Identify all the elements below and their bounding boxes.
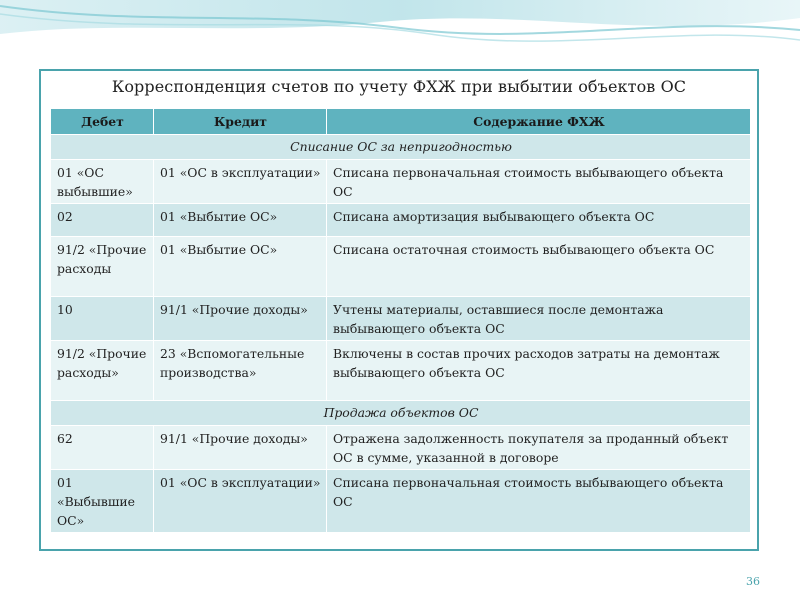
section-row-sale (51, 401, 751, 426)
cell-debit: 91/2 «Прочие расходы» (51, 341, 154, 401)
header-credit: Кредит (154, 109, 327, 135)
cell-debit: 02 (51, 204, 154, 237)
cell-content: Списана первоначальная стоимость выбывающего объекта ОС (327, 160, 751, 204)
table-row (51, 297, 751, 341)
cell-debit: 01 «Выбывшие ОС» (51, 470, 154, 533)
cell-credit: 01 «ОС в эксплуатации» (154, 470, 327, 533)
cell-content: Списана амортизация выбывающего объекта ОС (327, 204, 751, 237)
cell-content: Списана остаточная стоимость выбывающего объекта ОС (327, 237, 751, 297)
table-row (51, 204, 751, 237)
cell-credit: 01 «ОС в эксплуатации» (154, 160, 327, 204)
table-row (51, 426, 751, 470)
cell-content: Включены в состав прочих расходов затраты на демонтаж выбывающего объекта ОС (327, 341, 751, 401)
table-row (51, 470, 751, 533)
table-row (51, 237, 751, 297)
table-row (51, 341, 751, 401)
content-frame (39, 69, 759, 551)
cell-content: Отражена задолженность покупателя за проданный объект ОС в сумме, указанной в договоре (327, 426, 751, 470)
cell-credit: 91/1 «Прочие доходы» (154, 297, 327, 341)
header-content: Содержание ФХЖ (327, 109, 751, 135)
cell-content: Списана первоначальная стоимость выбывающего объекта ОС (327, 470, 751, 533)
section-title: Продажа объектов ОС (51, 401, 751, 426)
section-title: Списание ОС за непригодностью (51, 135, 751, 160)
cell-debit: 01 «ОС выбывшие» (51, 160, 154, 204)
cell-credit: 01 «Выбытие ОС» (154, 204, 327, 237)
decorative-wave-header (0, 0, 800, 64)
page-number: 36 (746, 575, 760, 588)
cell-debit: 62 (51, 426, 154, 470)
cell-credit: 23 «Вспомогательные производства» (154, 341, 327, 401)
slide-title: Корреспонденция счетов по учету ФХЖ при выбытии объектов ОС (111, 77, 687, 96)
cell-debit: 91/2 «Прочие расходы (51, 237, 154, 297)
cell-content: Учтены материалы, оставшиеся после демонтажа выбывающего объекта ОС (327, 297, 751, 341)
correspondence-table (50, 108, 751, 533)
table-header-row (51, 109, 751, 135)
cell-credit: 91/1 «Прочие доходы» (154, 426, 327, 470)
header-debit: Дебет (51, 109, 154, 135)
cell-debit: 10 (51, 297, 154, 341)
cell-credit: 01 «Выбытие ОС» (154, 237, 327, 297)
section-row-writeoff (51, 135, 751, 160)
table-row (51, 160, 751, 204)
